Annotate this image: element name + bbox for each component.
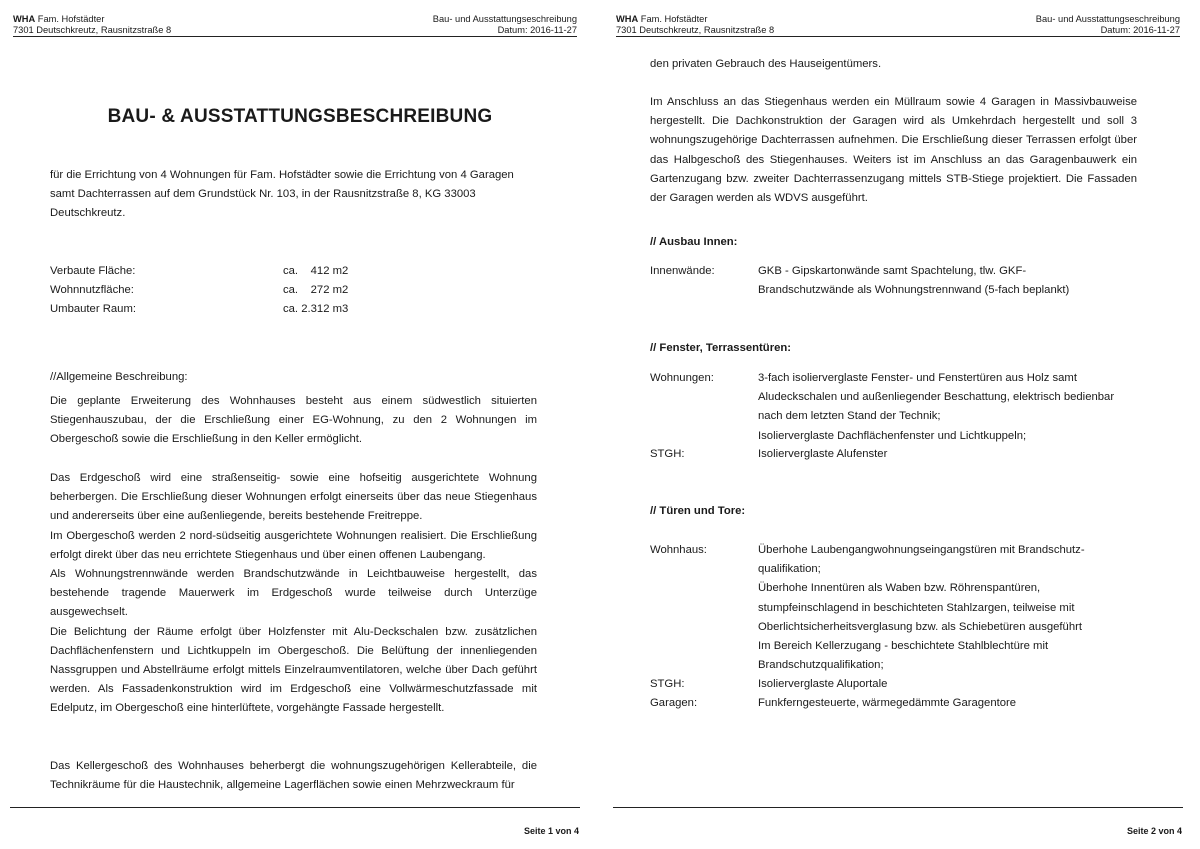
page-header (13, 14, 577, 37)
garage-paragraph: Im Anschluss an das Stiegenhaus werden ein Müllraum sowie 4 Garagen in Massivbauweise hergestellt. Die Dachkonstruktion der Garagen wird als Umkehrdach hergestellt und soll 3 wohnungszugehörige Dachterrassen aufnehmen. Die Erschließung dieser Terrassen erfolgt über das Halbgeschoß des Stiegenhauses. Weiters ist im Anschluss an das Garagenbauwerk ein Gartenzugang bzw. zweiter Dachterrassenzugang mittels STB-Stiege projektiert. Die Fassaden der Garagen werden als WDVS ausgeführt. (650, 96, 1137, 205)
spec-text: 3-fach isolierverglaste Fenster- und Fenstertüren aus Holz samt Aludeckschalen und außenliegender Beschattung, elektrisch bedienbar nach dem letzten Stand der Technik; Isolierverglaste Dachflächenfenster und Lichtkuppeln; (758, 372, 1115, 442)
document-title: BAU- & AUSSTATTUNGSBESCHREIBUNG (107, 106, 493, 127)
general-paragraph-2 (50, 469, 537, 719)
header-owner: Fam. Hofstädter (35, 14, 105, 24)
section-general-heading: //Allgemeine Beschreibung: (50, 371, 188, 383)
paragraph-part: Als Wohnungstrennwände werden Brandschutzwände in Leichtbauweise hergestellt, das bestehende tragende Mauerwerk im Erdgeschoß wurde teilweise durch Unterzüge ausgewechselt. (50, 568, 537, 619)
page-footer (10, 807, 580, 836)
paragraph-part: Das Erdgeschoß wird eine straßenseitig- sowie eine hofseitig ausgerichtete Wohnung beherbergen. Die Erschließung dieser Wohnungen erfolgt einerseits über das neue Stiegenhaus und andererseits über eine außenliegende, bereits bestehende Freitreppe. (50, 472, 537, 523)
header-owner-bold: WHA (616, 14, 639, 24)
spec-label: Wohnungen: (650, 372, 714, 384)
spec-text: Überhohe Laubengangwohnungseingangstüren mit Brandschutz- qualifikation; Überhohe Innentüren als Waben bzw. Röhrenspantüren, stumpfeinschlagend in beschichteten Stahlzargen, teilweise mit Oberlichtsicherheitsverglasung bzw. als Schiebetüren ausgeführt Im Bereich Kellerzugang - beschichtete Stahlblechtüre mit Brandschutzqualifikation; (758, 544, 1085, 672)
page-header (616, 14, 1180, 37)
spec-label: STGH: (650, 678, 685, 690)
page-number: Seite 2 von 4 (1126, 826, 1182, 836)
intro-paragraph: für die Errichtung von 4 Wohnungen für Fam. Hofstädter sowie die Errichtung von 4 Garagen samt Dachterrassen auf dem Grundstück Nr. 103, in der Rausnitzstraße 8, KG 33003 Deutschkreutz. (50, 169, 514, 220)
document-page-1 (0, 0, 590, 849)
document-page-2 (603, 0, 1193, 849)
spec-label: Innenwände: (650, 265, 715, 277)
spec-text: Funkferngesteuerte, wärmegedämmte Garagentore (758, 697, 1017, 709)
area-label: Umbauter Raum: (50, 303, 137, 315)
spec-label: STGH: (650, 448, 685, 460)
area-value: ca. 272 m2 (283, 284, 349, 296)
spec-text: Isolierverglaste Alufenster (758, 448, 888, 460)
section-ausbau-innen: // Ausbau Innen: (650, 236, 738, 248)
general-paragraph-1: Die geplante Erweiterung des Wohnhauses besteht aus einem südwestlich situierten Stiegenhauszubau, der die Erschließung einer EG-Wohnung, zu den 2 Wohnungen im Obergeschoß sowie die Erschließung in den Keller ermöglicht. (50, 395, 537, 446)
spec-text: GKB - Gipskartonwände samt Spachtelung, tlw. GKF- Brandschutzwände als Wohnungstrennwand (5-fach beplankt) (758, 265, 1070, 297)
spec-label: Wohnhaus: (650, 544, 707, 556)
general-paragraph-3: Das Kellergeschoß des Wohnhauses beherbergt die wohnungszugehörigen Kellerabteile, die Technikräume für die Haustechnik, allgemeine Lagerflächen sowie einen Mehrzweckraum für (50, 760, 537, 792)
area-label: Wohnnutzfläche: (50, 284, 134, 296)
page-footer (613, 807, 1183, 836)
area-label: Verbaute Fläche: (50, 265, 136, 277)
continued-text: den privaten Gebrauch des Hauseigentümers. (650, 58, 882, 70)
area-value: ca. 412 m2 (283, 265, 349, 277)
page-number: Seite 1 von 4 (523, 826, 579, 836)
area-value: ca. 2.312 m3 (283, 303, 349, 315)
spec-text: Isolierverglaste Aluportale (758, 678, 888, 690)
header-owner: Fam. Hofstädter (638, 14, 708, 24)
header-date: Datum: 2016-11-27 (1100, 25, 1180, 35)
header-doc-title: Bau- und Ausstattungseschreibung (1035, 14, 1180, 24)
paragraph-part: Die Belichtung der Räume erfolgt über Holzfenster mit Alu-Deckschalen bzw. zusätzlichen Dachflächenfenstern und Lichtkuppeln im Obergeschoß. Die Belüftung der innenliegenden Nassgruppen und Abstellräume erfolgt mittels Einzelraumventilatoren, welche über Dach geführt werden. Als Fassadenkonstruktion wird im Erdgeschoß eine Vollwärmeschutzfassade mit Edelputz, im Obergeschoß eine hinterlüftete, vorgehängte Fassade hergestellt. (50, 625, 537, 715)
paragraph-part: Im Obergeschoß werden 2 nord-südseitig ausgerichtete Wohnungen realisiert. Die Erschließung erfolgt direkt über das neu errichtete Stiegenhaus und über einen offenen Laubengang. (50, 529, 537, 561)
header-address: 7301 Deutschkreutz, Rausnitzstraße 8 (13, 25, 172, 35)
header-address: 7301 Deutschkreutz, Rausnitzstraße 8 (616, 25, 775, 35)
section-fenster: // Fenster, Terrassentüren: (650, 342, 792, 354)
header-owner-bold: WHA (13, 14, 36, 24)
header-date: Datum: 2016-11-27 (497, 25, 577, 35)
header-doc-title: Bau- und Ausstattungseschreibung (432, 14, 577, 24)
section-tueren: // Türen und Tore: (650, 505, 746, 517)
spec-label: Garagen: (650, 697, 698, 709)
